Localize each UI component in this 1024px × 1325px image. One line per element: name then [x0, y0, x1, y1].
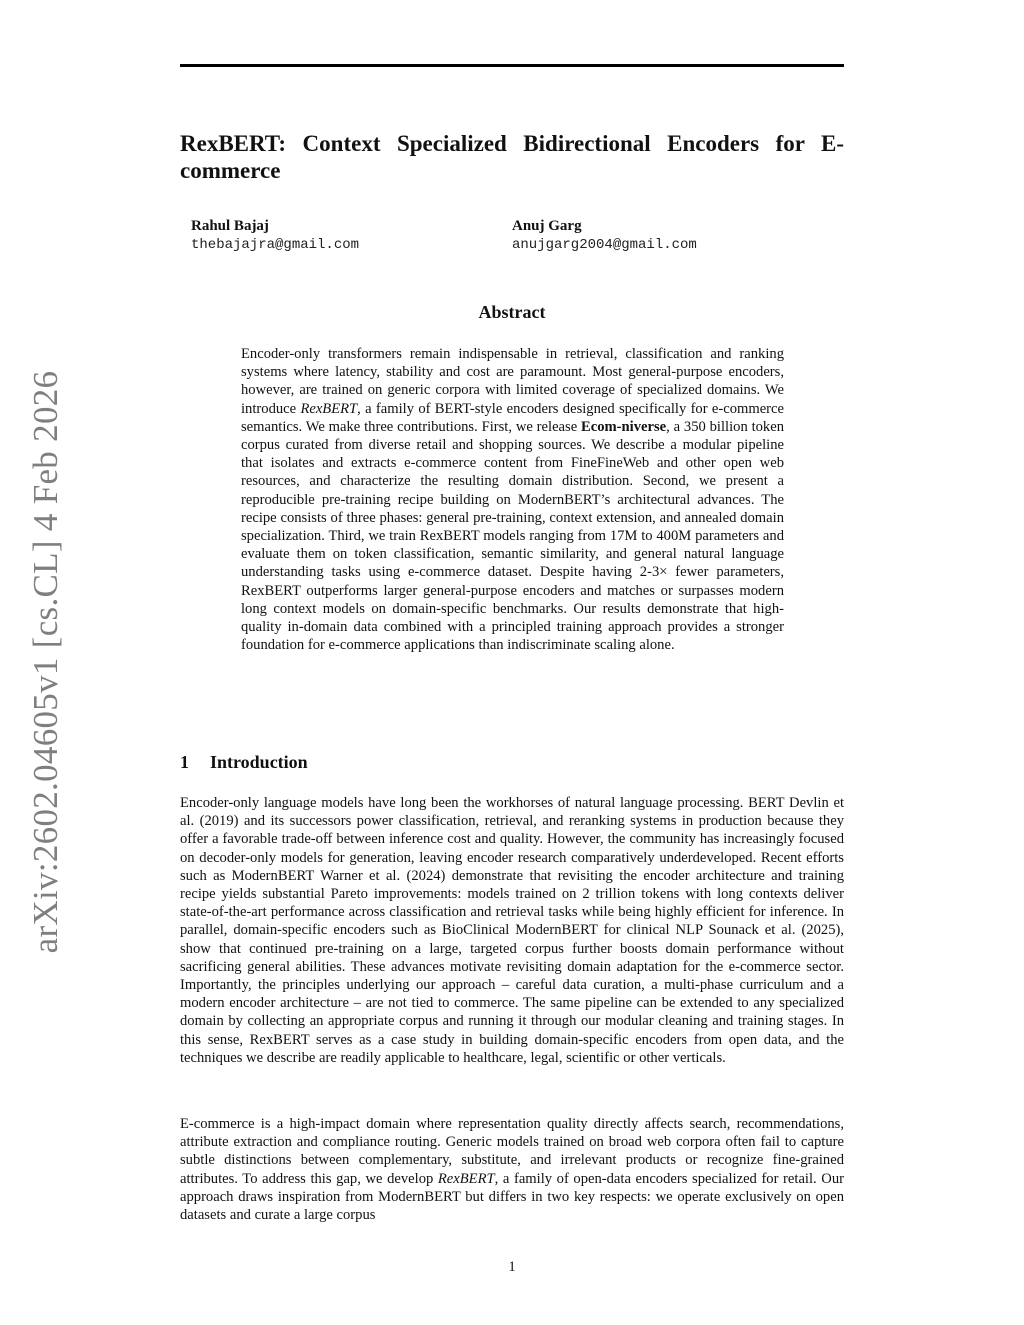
- paragraph-text: E-commerce is a high-impact domain where representation quality directly affects search, recommendations, attribute extraction and compliance routing. Generic models trained on broad web corpora often fail to capture subtle distinctions between complementary, substitute, and irrelevant products or recognize fine-grained attributes. To address this gap, we develop: [180, 1116, 844, 1187]
- model-name: RexBERT: [300, 400, 358, 417]
- author-name: Rahul Bajaj: [191, 218, 269, 234]
- corpus-name: Ecom-niverse: [581, 418, 667, 435]
- paragraph-text: , a family of open-data encoders specialized for retail. Our approach draws inspiration from ModernBERT but differs in two key respects: we operate exclusively on open datasets and curate a large corpus: [180, 1170, 844, 1224]
- page-number: 1: [508, 1259, 516, 1275]
- abstract-text: , a 350 billion token corpus curated from diverse retail and shopping sources. We describe a modular pipeline that isolates and extracts e-commerce content from FineFineWeb and other open web resources, and characterize the resulting domain distribution. Second, we present a reproducible pre-training recipe building on ModernBERT’s architectural advances. The recipe consists of three phases: general pre-training, context extension, and annealed domain specialization. Third, we train RexBERT models ranging from 17M to 400M parameters and evaluate them on token classification, semantic similarity, and general natural language understanding tasks using e-commerce dataset. Despite having 2-3× fewer parameters, RexBERT outperforms larger general-purpose encoders and matches or surpasses modern long context models on domain-specific benchmarks. Our results demonstrate that high-quality in-domain data combined with a principled training approach provides a stronger foundation for e-commerce applications than indiscriminate scaling alone.: [241, 418, 784, 654]
- section-number: 1: [180, 752, 189, 772]
- body-paragraph: Encoder-only language models have long been the workhorses of natural language processing. BERT Devlin et al. (2019) and its successors power classification, retrieval, and reranking systems in production because they offer a favorable trade-off between inference cost and quality. However, the community has increasingly focused on decoder-only models for generation, leaving encoder research comparatively underdeveloped. Recent efforts such as ModernBERT Warner et al. (2024) demonstrate that revisiting the encoder architecture and training recipe yields substantial Pareto improvements: models trained on 2 trillion tokens with long contexts deliver state-of-the-art performance across classification and retrieval tasks while being highly efficient for inference. In parallel, domain-specific encoders such as BioClinical ModernBERT for clinical NLP Sounack et al. (2025), show that continued pre-training on a large, targeted corpus further boosts domain performance without sacrificing general abilities. These advances motivate revisiting domain adaptation for the e-commerce sector. Importantly, the principles underlying our approach – careful data curation, a multi-phase curriculum and a modern encoder architecture – are not tied to commerce. The same pipeline can be extended to any specialized domain by collecting an appropriate corpus and running it through our modular cleaning and training stages. In this sense, RexBERT serves as a case study in building domain-specific encoders from open data, and the techniques we describe are readily applicable to healthcare, legal, scientific or other verticals.: [180, 795, 844, 1066]
- body-paragraph: [180, 1115, 844, 1224]
- author-block: [191, 217, 359, 255]
- arxiv-identifier: arXiv:2602.04605v1 [cs.CL] 4 Feb 2026: [26, 370, 65, 954]
- author-block: [512, 217, 697, 255]
- section-title: Introduction: [210, 752, 308, 772]
- paper-title: RexBERT: Context Specialized Bidirectional Encoders for E-commerce: [180, 131, 844, 183]
- author-email: thebajajra@gmail.com: [191, 237, 360, 253]
- abstract-heading: Abstract: [478, 302, 546, 322]
- author-name: Anuj Garg: [512, 218, 582, 234]
- abstract-body: [241, 345, 784, 654]
- top-rule: [180, 64, 844, 67]
- abstract-text: , a family of BERT-style encoders designed specifically for e-commerce semantics. We make three contributions. First, we release: [241, 400, 785, 435]
- model-name: RexBERT: [437, 1170, 495, 1187]
- author-email: anujgarg2004@gmail.com: [512, 237, 697, 253]
- abstract-text: Encoder-only transformers remain indispensable in retrieval, classification and ranking systems where latency, stability and cost are paramount. Most general-purpose encoders, however, are trained on generic corpora with limited coverage of specialized domains. We introduce: [241, 346, 784, 417]
- section-heading: [180, 750, 308, 774]
